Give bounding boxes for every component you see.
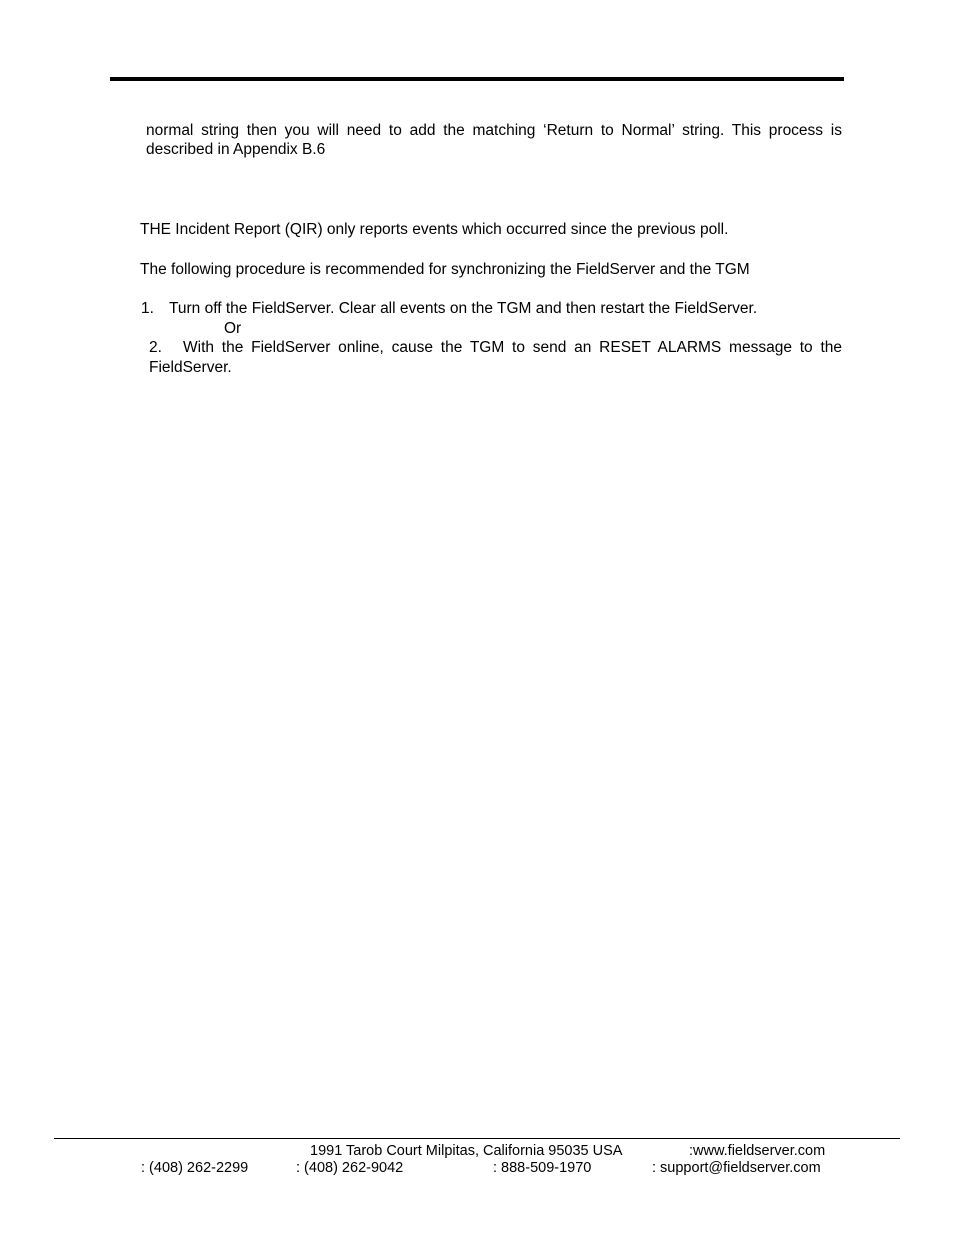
footer-phone: : (408) 262-2299 (141, 1160, 249, 1176)
procedure-step-2 (149, 338, 842, 377)
step-text: Turn off the FieldServer. Clear all events on the TGM and then restart the FieldServer. (169, 300, 758, 317)
footer-web: :www.fieldserver.com (689, 1143, 826, 1159)
footer-email: : support@fieldserver.com (652, 1160, 821, 1176)
incident-report-note: THE Incident Report (QIR) only reports events which occurred since the previous poll. (140, 221, 729, 238)
step-text: With the FieldServer online, cause the TGM to send an RESET ALARMS message to the FieldServer. (149, 339, 842, 376)
footer-address: 1991 Tarob Court Milpitas, California 95035 USA (310, 1143, 623, 1159)
footer-toll-free: : 888-509-1970 (493, 1160, 592, 1176)
footer-fax: : (408) 262-9042 (296, 1160, 404, 1176)
step-number: 1. (141, 300, 154, 317)
step-number: 2. (149, 339, 162, 356)
paragraph-continuation: normal string then you will need to add the matching ‘Return to Normal’ string. This process is described in Appendix B.6 (146, 122, 842, 158)
procedure-intro: The following procedure is recommended for synchronizing the FieldServer and the TGM (140, 261, 750, 278)
or-separator: Or (224, 320, 242, 337)
procedure-step-1 (141, 299, 757, 318)
footer-rule (54, 1138, 900, 1139)
header-rule (110, 77, 844, 81)
